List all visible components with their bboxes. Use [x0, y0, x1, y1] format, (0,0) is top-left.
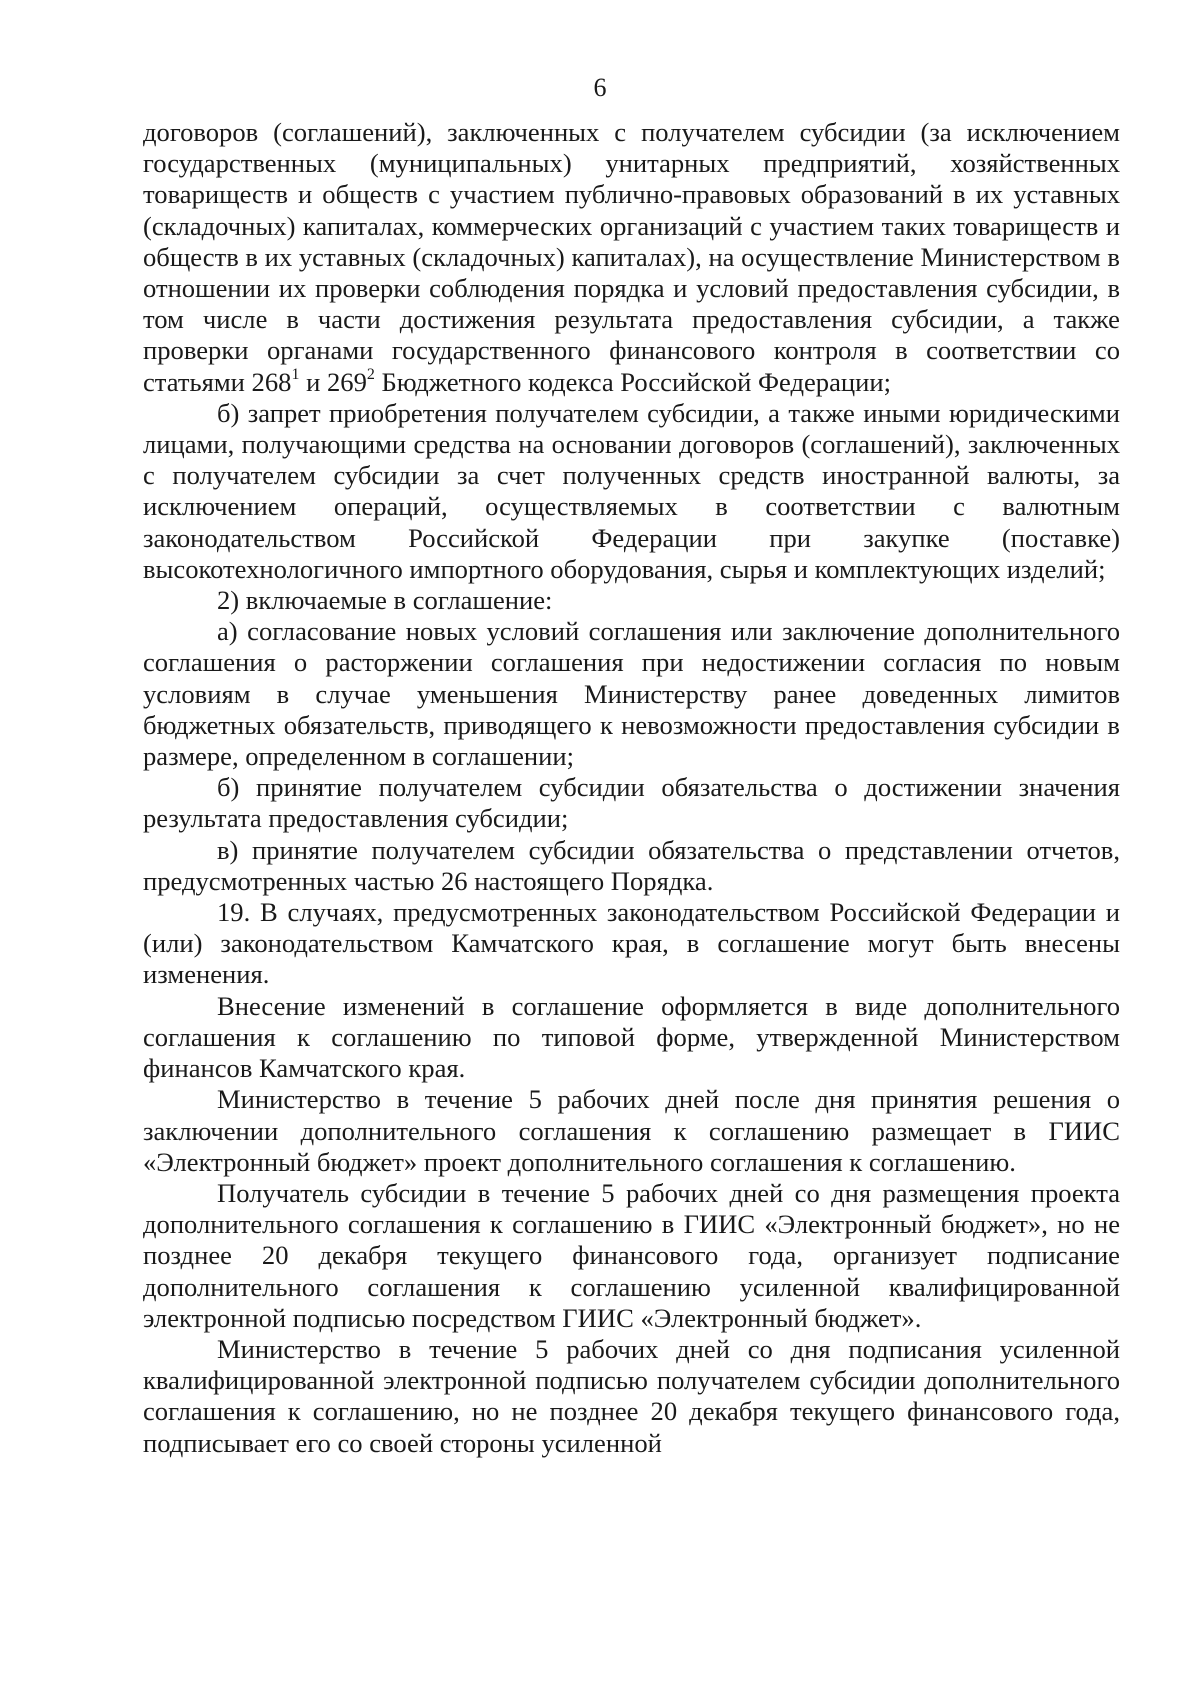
paragraph: Министерство в течение 5 рабочих дней со дня подписания усиленной квалифицированной электронной подписью получателем субсидии дополнительного соглашения к соглашению, но не позднее 20 декабря текущего финансового года, подписывает его со своей стороны усиленной [143, 1333, 1120, 1458]
paragraph-item-b2: б) принятие получателем субсидии обязательства о достижении значения результата предоставления субсидии; [143, 772, 1120, 834]
paragraph-item-a: а) согласование новых условий соглашения или заключение дополнительного соглашения о расторжении соглашения при недостижении согласия по новым условиям в случае уменьшения Министерству ранее доведенных лимитов бюджетных обязательств, приводящего к невозможности предоставления субсидии в размере, определенном в соглашении; [143, 616, 1120, 772]
paragraph-item-2: 2) включаемые в соглашение: [217, 585, 553, 616]
paragraph-item-19: 19. В случаях, предусмотренных законодательством Российской Федерации и (или) законодательством Камчатского края, в соглашение могут быть внесены изменения. [143, 897, 1120, 990]
page-number: 6 [593, 73, 607, 102]
paragraph-item-b: б) запрет приобретения получателем субсидии, а также иными юридическими лицами, получающими средства на основании договоров (соглашений), заключенных с получателем субсидии за счет полученных средств иностранной валюты, за исключением операций, осуществляемых в соответствии с валютным законодательством Российской Федерации при закупке (поставке) высокотехнологичного импортного оборудования, сырья и комплектующих изделий; [143, 397, 1120, 584]
paragraph: Министерство в течение 5 рабочих дней после дня принятия решения о заключении дополнительного соглашения к соглашению размещает в ГИИС «Электронный бюджет» проект дополнительного соглашения к соглашению. [143, 1084, 1120, 1177]
paragraph-continuation [143, 117, 1120, 398]
superscript: 1 [291, 365, 300, 383]
paragraph: Получатель субсидии в течение 5 рабочих дней со дня размещения проекта дополнительного соглашения к соглашению в ГИИС «Электронный бюджет», но не позднее 20 декабря текущего финансового года, организует подписание дополнительного соглашения к соглашению усиленной квалифицированной электронной подписью посредством ГИИС «Электронный бюджет». [143, 1177, 1120, 1333]
paragraph: Внесение изменений в соглашение оформляется в виде дополнительного соглашения к соглашению по типовой форме, утвержденной Министерством финансов Камчатского края. [143, 990, 1120, 1084]
paragraph-item-v: в) принятие получателем субсидии обязательства о представлении отчетов, предусмотренных частью 26 настоящего Порядка. [143, 834, 1120, 896]
paragraph-text: Бюджетного кодекса Российской Федерации; [374, 366, 891, 397]
paragraph-text: договоров (соглашений), заключенных с получателем субсидии (за исключением государственных (муниципальных) унитарных предприятий, хозяйственных товариществ и обществ с участием публично-правовых образований в их уставных (складочных) капиталах, коммерческих организаций с участием таких товариществ и обществ в их уставных (складочных) капиталах), на осуществление Министерством в отношении их проверки соблюдения порядка и условий предоставления субсидии, в том числе в части достижения результата предоставления субсидии, а также проверки органами государственного финансового контроля в соответствии со статьями 268 [143, 117, 1120, 397]
superscript: 2 [366, 365, 375, 383]
document-body [143, 117, 1120, 1459]
paragraph-text: и 269 [299, 366, 367, 397]
